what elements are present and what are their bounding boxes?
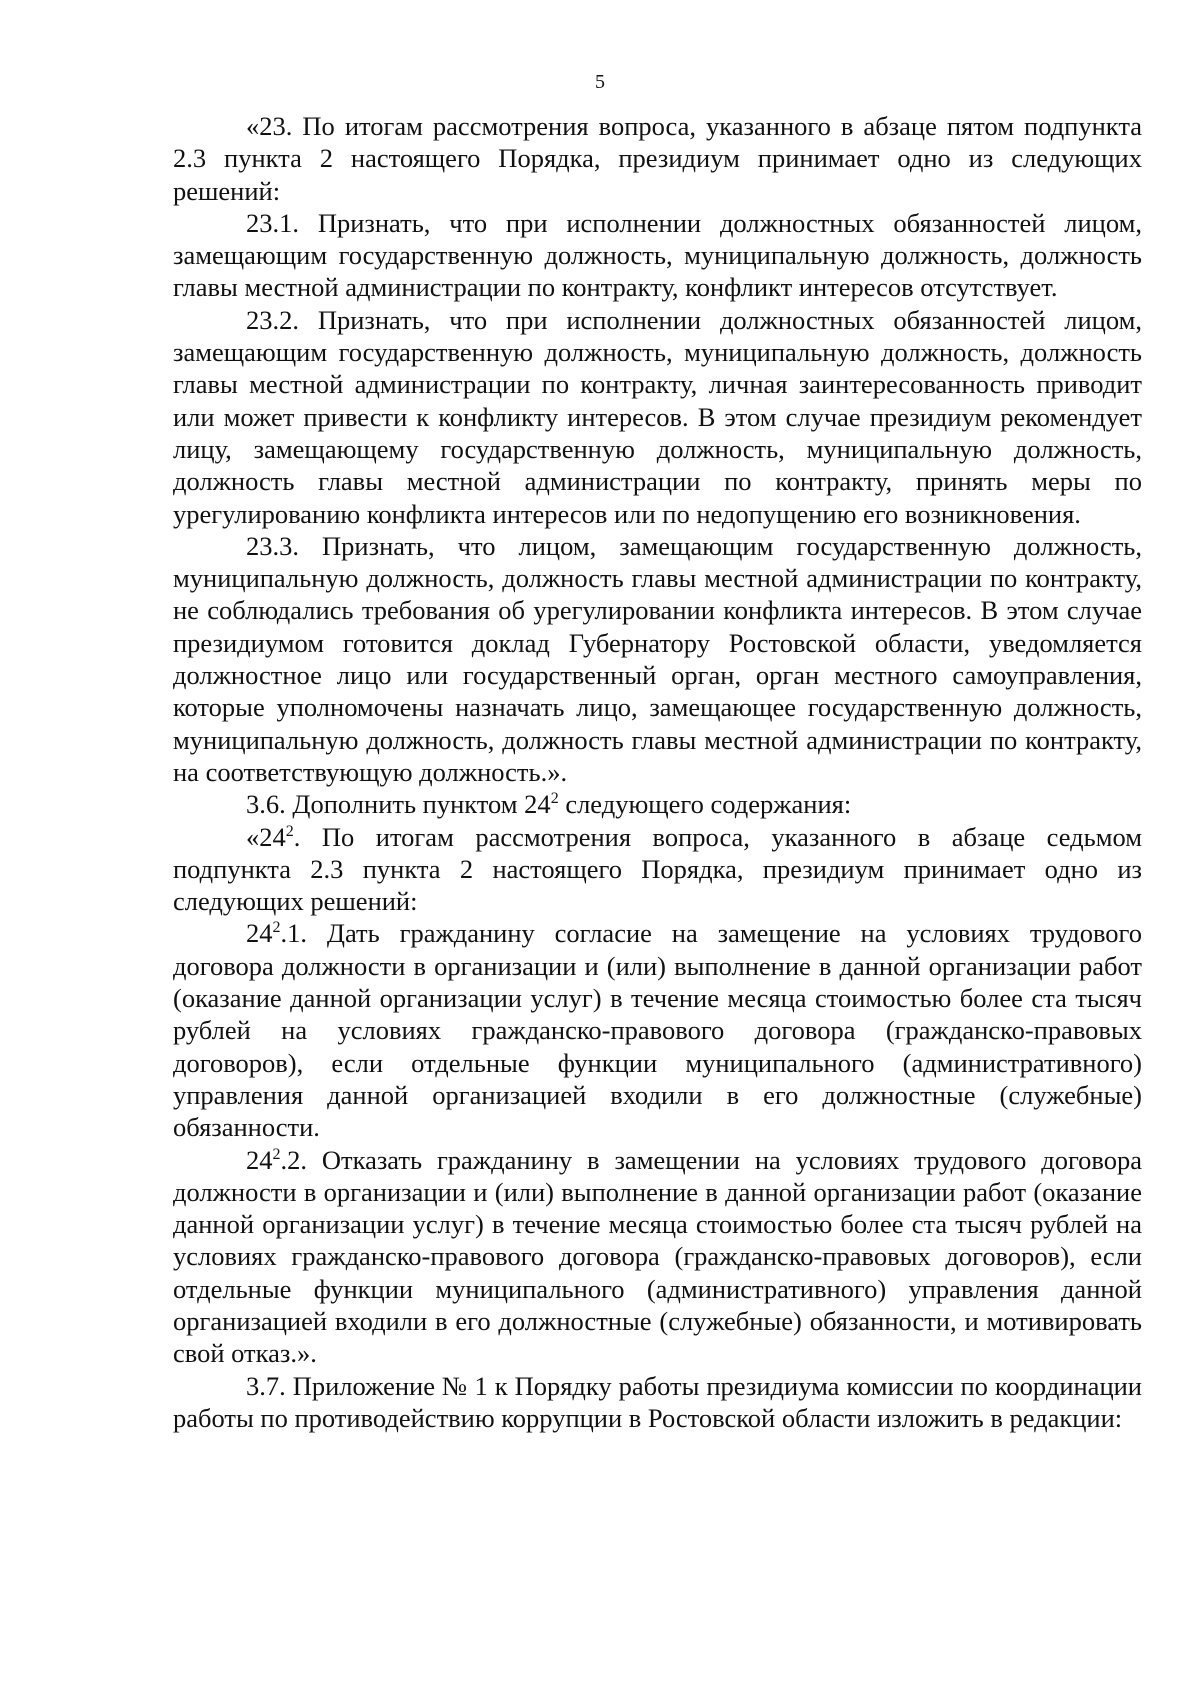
paragraph-24-2-2 (173, 1144, 1142, 1370)
paragraph-23-3: 23.3. Признать, что лицом, замещающим государственную должность, муниципальную должность, должность главы местной администрации по контракту, не соблюдались требования об урегулировании конфликта интересов. В этом случае президиумом готовится доклад Губернатору Ростовской области, уведомляется должностное лицо или государственный орган, орган местного самоуправления, которые уполномочены назначать лицо, замещающее государственную должность, муниципальную должность, должность главы местной администрации по контракту, на соответствующую должность.». (173, 530, 1142, 787)
text-segment: . По итогам рассмотрения вопроса, указанного в абзаце седьмом подпункта 2.3 пункта 2 настоящего Порядка, президиум принимает одно из следующих решений: (173, 821, 1142, 917)
text-segment: 3.6. Дополнить пунктом 24 (246, 789, 551, 820)
page-number: 5 (595, 71, 605, 93)
paragraph-3-6 (173, 788, 1142, 820)
paragraph-23-1: 23.1. Признать, что при исполнении должностных обязанностей лицом, замещающим государственную должность, муниципальную должность, должность главы местной администрации по контракту, конфликт интересов отсутствует. (173, 207, 1142, 303)
paragraph-24-2-1 (173, 917, 1142, 1143)
paragraph-23-2: 23.2. Признать, что при исполнении должностных обязанностей лицом, замещающим государственную должность, муниципальную должность, должность главы местной администрации по контракту, личная заинтересованность приводит или может привести к конфликту интересов. В этом случае президиум рекомендует лицу, замещающему государственную должность, муниципальную должность, должность главы местной администрации по контракту, принять меры по урегулированию конфликта интересов или по недопущению его возникновения. (173, 304, 1142, 529)
text-segment: .1. Дать гражданину согласие на замещение на условиях трудового договора должности в организации и (или) выполнение в данной организации работ (оказание данной организации услуг) в течение месяца стоимостью более ста тысяч рублей на условиях гражданско-правового договора (гражданско-правовых договоров), если отдельные функции муниципального (административного) управления данной организацией входили в его должностные (служебные) обязанности. (173, 918, 1142, 1143)
text-segment: 24 (246, 918, 273, 949)
paragraph-24-2 (173, 821, 1142, 918)
text-segment: «24 (246, 821, 286, 852)
superscript: 2 (550, 790, 559, 808)
superscript: 2 (272, 1145, 281, 1163)
text-segment: 24 (246, 1144, 273, 1175)
superscript: 2 (285, 822, 294, 840)
paragraph-3-7: 3.7. Приложение № 1 к Порядку работы президиума комиссии по координации работы по противодействию коррупции в Ростовской области изложить в редакции: (173, 1370, 1142, 1433)
superscript: 2 (272, 919, 281, 937)
paragraph-23: «23. По итогам рассмотрения вопроса, указанного в абзаце пятом подпункта 2.3 пункта 2 настоящего Порядка, президиум принимает одно из следующих решений: (173, 111, 1142, 206)
text-segment: следующего содержания: (558, 789, 852, 820)
text-segment: .2. Отказать гражданину в замещении на условиях трудового договора должности в организации и (или) выполнение в данной организации работ (оказание данной организации услуг) в течение месяца стоимостью более ста тысяч рублей на условиях гражданско-правового договора (гражданско-правовых договоров), если отдельные функции муниципального (административного) управления данной организацией входили в его должностные (служебные) обязанности, и мотивировать свой отказ.». (173, 1144, 1142, 1369)
document-body (173, 110, 1142, 1434)
